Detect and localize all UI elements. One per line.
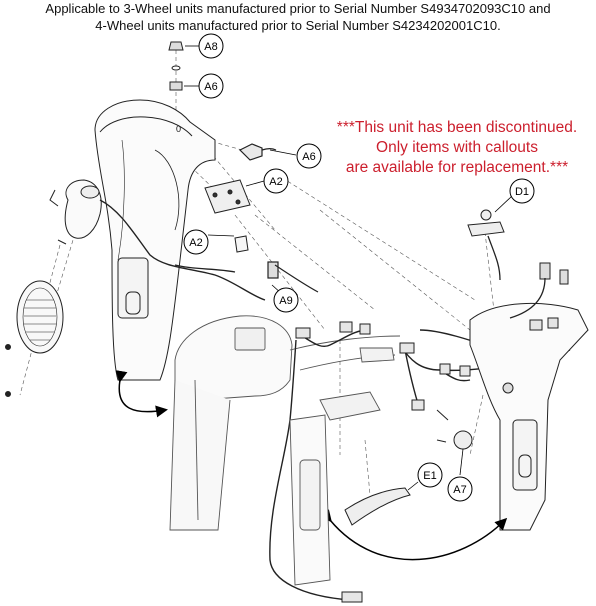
callout-a2-left <box>184 230 208 254</box>
callout-leaders <box>184 46 512 490</box>
control-board <box>205 180 250 252</box>
callout-e1 <box>418 463 442 487</box>
callout-a9 <box>274 288 298 312</box>
callout-a8-label: A8 <box>204 41 218 53</box>
rotation-arrow-right <box>330 520 505 560</box>
callout-d1 <box>510 179 534 203</box>
console-housing <box>170 316 400 530</box>
mid-bracket <box>290 392 380 585</box>
callout-a9-label: A9 <box>279 295 293 307</box>
throttle-pot-d1 <box>468 210 568 318</box>
callout-a2-top-label: A2 <box>269 176 283 188</box>
callout-e1-label: E1 <box>423 470 437 482</box>
callout-a2-top <box>264 169 288 193</box>
notice-line-3: are available for replacement.*** <box>345 159 569 176</box>
callout-a6-top <box>199 74 223 98</box>
callout-a8 <box>199 34 223 58</box>
notice-line-2: Only items with callouts <box>376 139 538 156</box>
header-line-2: 4-Wheel units manufactured prior to Serial Number S4234202001C10. <box>95 18 501 33</box>
callout-a6-top-label: A6 <box>204 81 218 93</box>
header-line-1: Applicable to 3-Wheel units manufactured prior to Serial Number S4934702093C10 and <box>45 1 551 16</box>
headlight-assembly <box>6 180 102 397</box>
notice-line-1: ***This unit has been discontinued. <box>336 119 578 136</box>
callout-a7 <box>448 477 472 501</box>
discontinued-notice <box>318 118 596 178</box>
callout-a2-left-label: A2 <box>189 237 203 249</box>
part-number-mark: 0 <box>176 124 182 134</box>
top-fasteners <box>169 42 183 90</box>
rotation-arrow-left <box>119 380 165 412</box>
horn-a7 <box>437 410 472 449</box>
callout-a7-label: A7 <box>453 484 467 496</box>
callout-d1-label: D1 <box>514 186 530 198</box>
callout-a6-right-label: A6 <box>302 151 316 163</box>
key-switch-e1 <box>345 488 410 525</box>
tiller-housing-right <box>470 303 588 530</box>
